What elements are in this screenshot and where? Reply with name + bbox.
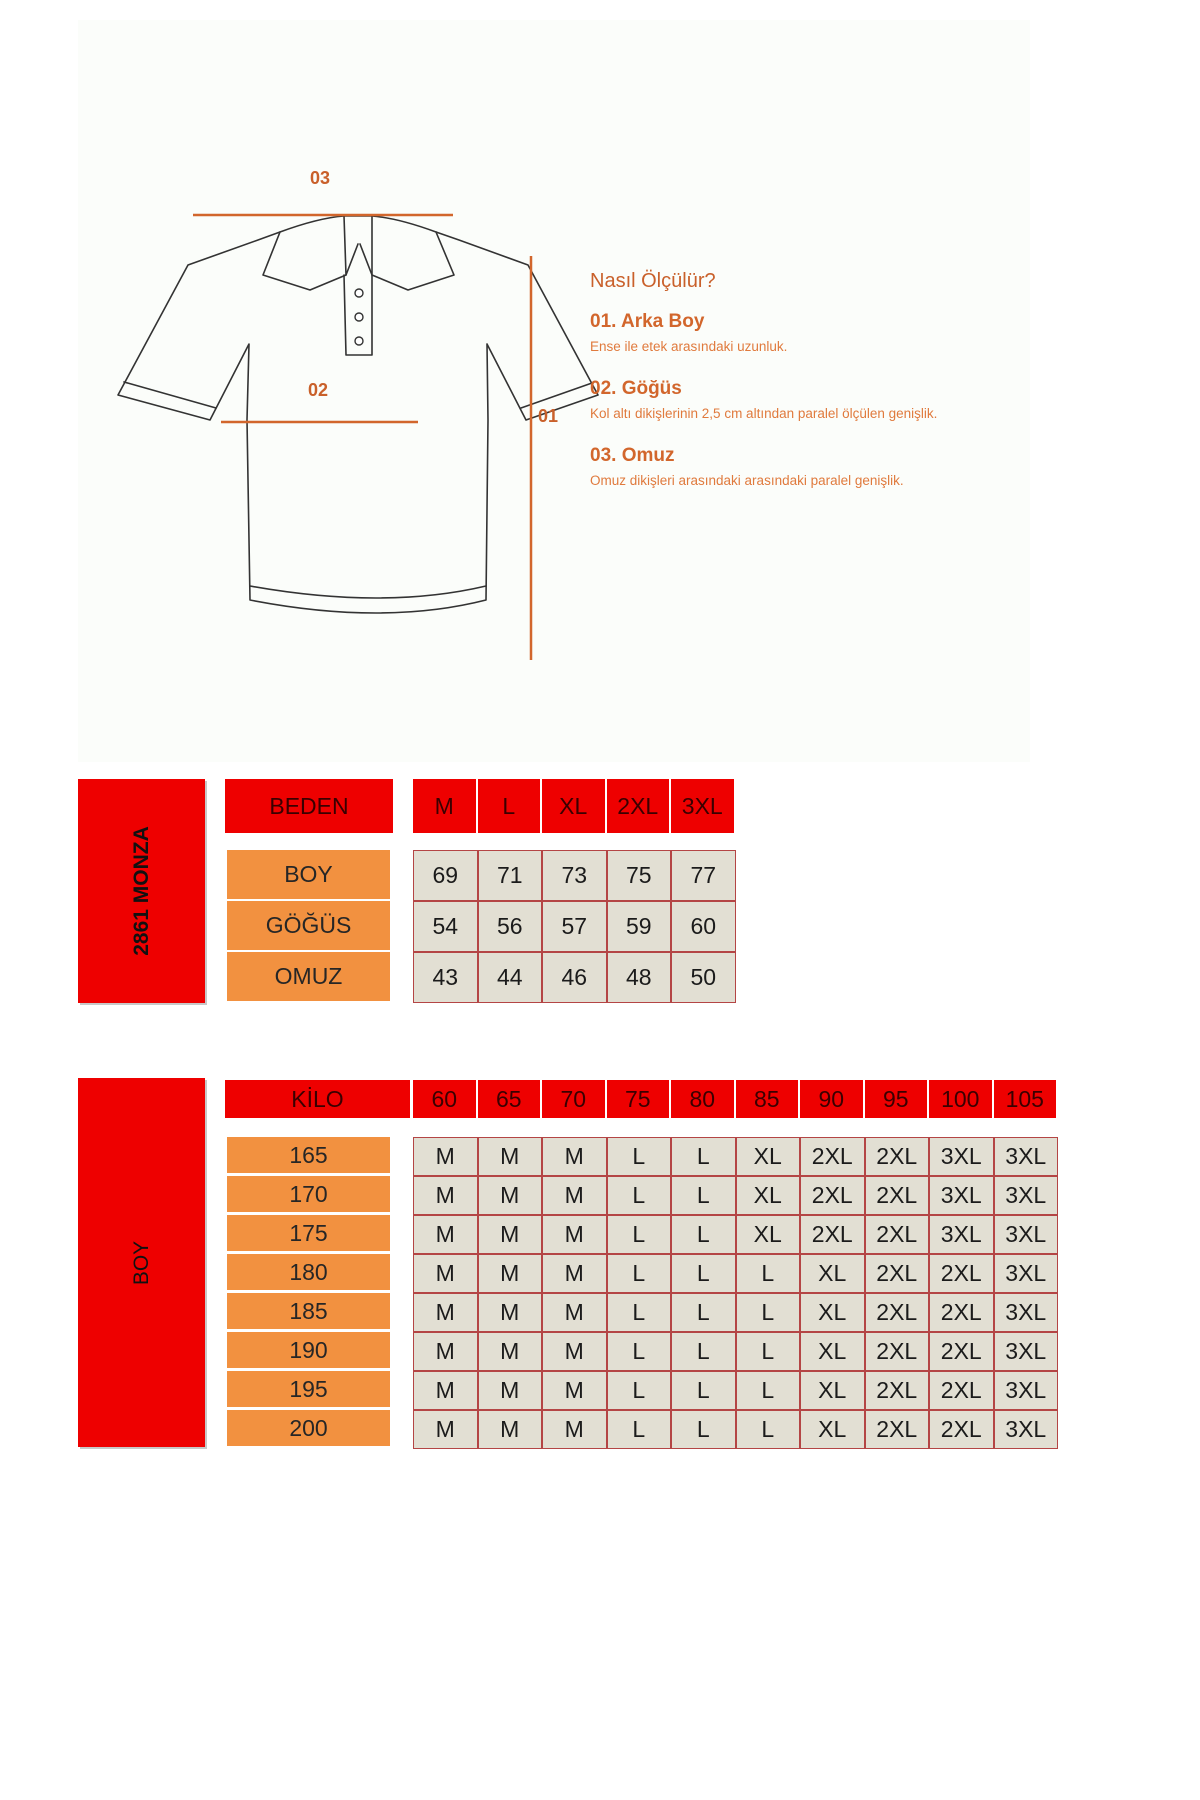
size-header-cell: 3XL — [671, 779, 734, 833]
fit-size-cell: L — [671, 1215, 736, 1254]
size-value-cell: 60 — [671, 901, 736, 952]
fit-size-cell: L — [671, 1137, 736, 1176]
how-to-measure — [590, 270, 1030, 512]
fit-size-cell: M — [542, 1371, 607, 1410]
fit-size-cell: L — [671, 1293, 736, 1332]
height-row-label: 175 — [227, 1215, 390, 1251]
weight-header-cell: 80 — [671, 1080, 734, 1118]
fit-size-cell: 3XL — [929, 1215, 994, 1254]
size-header-cell: XL — [542, 779, 605, 833]
height-row-label: 185 — [227, 1293, 390, 1329]
fit-size-cell: M — [413, 1371, 478, 1410]
height-axis-block — [78, 1078, 205, 1447]
fit-size-cell: XL — [800, 1332, 865, 1371]
fit-size-cell: 3XL — [994, 1371, 1059, 1410]
fit-size-cell: L — [671, 1254, 736, 1293]
fit-size-cell: XL — [736, 1215, 801, 1254]
fit-size-cell: 2XL — [929, 1254, 994, 1293]
weight-header-cell: 105 — [994, 1080, 1057, 1118]
fit-size-cell: XL — [800, 1293, 865, 1332]
size-value-cell: 44 — [478, 952, 543, 1003]
fit-size-cell: 3XL — [994, 1410, 1059, 1449]
fit-size-cell: 2XL — [865, 1137, 930, 1176]
howto-item-length — [590, 311, 1030, 354]
fit-size-cell: L — [671, 1371, 736, 1410]
fit-size-cell: L — [607, 1254, 672, 1293]
size-value-cell: 48 — [607, 952, 672, 1003]
weight-header-label: KİLO — [225, 1080, 410, 1118]
weight-header-cell: 85 — [736, 1080, 799, 1118]
fit-size-cell: M — [542, 1176, 607, 1215]
fit-size-cell: M — [542, 1293, 607, 1332]
weight-header-cell: 100 — [929, 1080, 992, 1118]
fit-size-cell: 2XL — [929, 1410, 994, 1449]
size-value-cell: 71 — [478, 850, 543, 901]
fit-size-cell: M — [478, 1176, 543, 1215]
size-value-cell: 77 — [671, 850, 736, 901]
chest-label: 02 — [308, 380, 329, 400]
size-header-cell: L — [478, 779, 541, 833]
height-row-label: 170 — [227, 1176, 390, 1212]
fit-size-cell: L — [607, 1371, 672, 1410]
fit-size-cell: M — [542, 1215, 607, 1254]
size-header-label: BEDEN — [225, 779, 393, 833]
size-value-cell: 43 — [413, 952, 478, 1003]
fit-size-cell: M — [413, 1137, 478, 1176]
height-row-label: 200 — [227, 1410, 390, 1446]
fit-size-cell: 2XL — [800, 1215, 865, 1254]
size-value-cell: 69 — [413, 850, 478, 901]
size-value-cell: 73 — [542, 850, 607, 901]
fit-size-cell: 3XL — [994, 1254, 1059, 1293]
weight-header-cell: 70 — [542, 1080, 605, 1118]
size-value-cell: 59 — [607, 901, 672, 952]
howto-item-chest — [590, 378, 1030, 421]
fit-size-cell: M — [478, 1137, 543, 1176]
fit-size-cell: 2XL — [929, 1332, 994, 1371]
weight-header-cell: 60 — [413, 1080, 476, 1118]
size-value-cell: 56 — [478, 901, 543, 952]
height-row-label: 190 — [227, 1332, 390, 1368]
howto-item-desc: Kol altı dikişlerinin 2,5 cm altından paralel ölçülen genişlik. — [590, 406, 938, 421]
size-header-cell: M — [413, 779, 476, 833]
product-name-block — [78, 779, 205, 1003]
fit-size-cell: 2XL — [929, 1371, 994, 1410]
fit-size-cell: 3XL — [994, 1293, 1059, 1332]
howto-item-desc: Omuz dikişleri arasındaki arasındaki paralel genişlik. — [590, 473, 904, 488]
fit-size-cell: M — [478, 1332, 543, 1371]
fit-size-cell: XL — [800, 1410, 865, 1449]
howto-item-head: 03. Omuz — [590, 445, 675, 466]
fit-size-cell: L — [736, 1254, 801, 1293]
fit-size-cell: M — [413, 1332, 478, 1371]
fit-size-cell: 2XL — [865, 1254, 930, 1293]
shoulder-label: 03 — [310, 168, 331, 188]
fit-size-cell: XL — [736, 1137, 801, 1176]
fit-size-cell: 2XL — [865, 1176, 930, 1215]
size-header-cell: 2XL — [607, 779, 670, 833]
fit-size-cell: M — [478, 1254, 543, 1293]
fit-size-cell: L — [736, 1371, 801, 1410]
fit-size-cell: M — [413, 1215, 478, 1254]
fit-size-cell: M — [478, 1410, 543, 1449]
fit-size-cell: M — [478, 1371, 543, 1410]
fit-size-cell: 2XL — [865, 1410, 930, 1449]
howto-item-head: 02. Göğüs — [590, 378, 682, 399]
fit-size-cell: M — [542, 1332, 607, 1371]
fit-size-cell: 2XL — [800, 1176, 865, 1215]
fit-size-cell: 3XL — [994, 1332, 1059, 1371]
fit-size-cell: M — [478, 1293, 543, 1332]
size-value-cell: 57 — [542, 901, 607, 952]
fit-size-cell: XL — [736, 1176, 801, 1215]
size-value-cell: 50 — [671, 952, 736, 1003]
fit-size-cell: L — [671, 1332, 736, 1371]
how-to-measure-title: Nasıl Ölçülür? — [590, 270, 716, 292]
fit-size-cell: L — [607, 1332, 672, 1371]
fit-size-cell: M — [413, 1176, 478, 1215]
height-row-label: 195 — [227, 1371, 390, 1407]
size-value-cell: 54 — [413, 901, 478, 952]
howto-item-shoulder — [590, 445, 1030, 488]
height-row-label: 165 — [227, 1137, 390, 1173]
fit-size-cell: 3XL — [929, 1137, 994, 1176]
fit-size-cell: XL — [800, 1254, 865, 1293]
size-row-label: GÖĞÜS — [227, 901, 390, 950]
weight-header-cell: 75 — [607, 1080, 670, 1118]
height-axis-label: BOY — [129, 1240, 153, 1285]
fit-size-cell: 2XL — [800, 1137, 865, 1176]
size-value-cell: 75 — [607, 850, 672, 901]
fit-size-cell: M — [413, 1410, 478, 1449]
fit-size-cell: XL — [800, 1371, 865, 1410]
fit-size-cell: M — [542, 1410, 607, 1449]
product-name: 2861 MONZA — [129, 826, 153, 956]
fit-size-cell: M — [542, 1254, 607, 1293]
fit-size-cell: L — [736, 1293, 801, 1332]
fit-size-cell: L — [607, 1137, 672, 1176]
fit-size-cell: 3XL — [994, 1137, 1059, 1176]
fit-size-cell: L — [736, 1332, 801, 1371]
fit-size-cell: L — [671, 1176, 736, 1215]
howto-item-head: 01. Arka Boy — [590, 311, 705, 332]
fit-size-cell: 2XL — [865, 1215, 930, 1254]
fit-size-cell: L — [607, 1410, 672, 1449]
fit-size-cell: M — [478, 1215, 543, 1254]
fit-size-cell: 2XL — [865, 1332, 930, 1371]
fit-size-cell: 3XL — [929, 1176, 994, 1215]
howto-item-desc: Ense ile etek arasındaki uzunluk. — [590, 339, 788, 354]
fit-size-cell: 2XL — [865, 1293, 930, 1332]
height-row-label: 180 — [227, 1254, 390, 1290]
placket-buttons — [355, 289, 363, 345]
fit-size-cell: 3XL — [994, 1176, 1059, 1215]
fit-size-cell: M — [542, 1137, 607, 1176]
weight-header-cell: 90 — [800, 1080, 863, 1118]
fit-size-cell: L — [607, 1176, 672, 1215]
size-row-label: OMUZ — [227, 952, 390, 1001]
size-row-label: BOY — [227, 850, 390, 899]
weight-header-cell: 95 — [865, 1080, 928, 1118]
fit-size-cell: L — [607, 1215, 672, 1254]
weight-header-cell: 65 — [478, 1080, 541, 1118]
fit-size-cell: 3XL — [994, 1215, 1059, 1254]
fit-size-cell: L — [736, 1410, 801, 1449]
fit-size-cell: M — [413, 1254, 478, 1293]
fit-size-cell: L — [671, 1410, 736, 1449]
fit-size-cell: 2XL — [929, 1293, 994, 1332]
size-value-cell: 46 — [542, 952, 607, 1003]
fit-size-cell: M — [413, 1293, 478, 1332]
fit-size-cell: L — [607, 1293, 672, 1332]
fit-size-cell: 2XL — [865, 1371, 930, 1410]
length-label: 01 — [538, 406, 559, 426]
measurement-diagram — [78, 20, 1030, 762]
